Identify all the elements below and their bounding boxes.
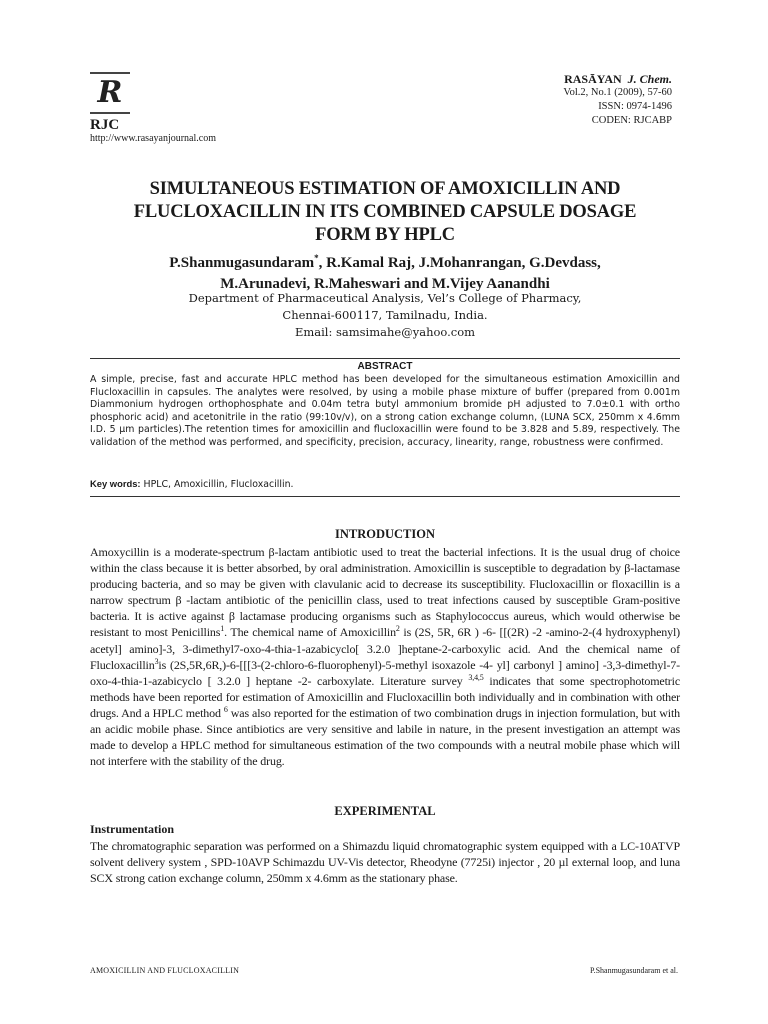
corresponding-author: P.Shanmugasundaram: [169, 255, 315, 271]
journal-logo: [90, 70, 130, 120]
title-line: SIMULTANEOUS ESTIMATION OF AMOXICILLIN AND: [149, 179, 621, 199]
keywords-value: HPLC, Amoxicillin, Flucloxacillin.: [140, 479, 294, 490]
citation: 1: [220, 624, 225, 634]
journal-coden: CODEN: RJCABP: [591, 115, 672, 126]
divider: [90, 496, 680, 497]
journal-issn: ISSN: 0974-1496: [598, 101, 672, 112]
journal-name: RASĀYAN J. Chem.: [564, 72, 672, 86]
section-heading-introduction: INTRODUCTION: [334, 527, 435, 541]
citation: 3,4,5: [468, 672, 484, 682]
paper-title: [90, 178, 680, 247]
title-line: FLUCLOXACILLIN IN ITS COMBINED CAPSULE DOSAGE: [133, 202, 637, 222]
author-names: , R.Kamal Raj, J.Mohanrangan, G.Devdass,: [318, 255, 601, 271]
author-list: [90, 248, 680, 295]
citation: 2: [395, 624, 400, 634]
affiliation-line: Chennai-600117, Tamilnadu, India.: [282, 308, 488, 322]
affiliation: [90, 290, 680, 341]
journal-url[interactable]: http://www.rasayanjournal.com: [90, 133, 216, 144]
keywords: [90, 478, 680, 490]
section-heading-experimental: EXPERIMENTAL: [334, 804, 436, 818]
abstract-text: A simple, precise, fast and accurate HPLC method has been developed for the simultaneous estimation Amoxicillin and Flucloxacillin in capsules. The analytes were resolved, by using a mobile phase mixture of buffer (prepared from 0.001m Diammonium hydrogen orthophosphate and 0.04m tetra butyl ammonium bromide pH adjusted to 7.0±0.1 with ortho phosphoric acid) and acetonitrile in the ratio (99:10v/v), on a strong cation exchange column, (LUNA SCX, 250mm x 4.6mm I.D. 5 µm particles).The retention times for amoxicillin and flucloxacillin were found to be 3.828 and 5.89, respectively. The validation of the method was performed, and specificity, precision, accuracy, linearity, range, robustness were confirmed.: [90, 374, 680, 448]
subsection-heading-instrumentation: Instrumentation: [90, 822, 175, 836]
keywords-label: Key words:: [90, 478, 141, 489]
author-names: M.Arunadevi, R.Maheswari and M.Vijey Aanandhi: [220, 276, 550, 292]
affiliation-line: Department of Pharmaceutical Analysis, Vel’s College of Pharmacy,: [188, 291, 582, 305]
title-line: FORM BY HPLC: [315, 225, 455, 245]
running-footer-title: AMOXICILLIN AND FLUCLOXACILLIN: [90, 966, 240, 975]
corresponding-mark: *: [314, 253, 319, 263]
abstract-heading: ABSTRACT: [357, 361, 413, 372]
journal-volume: Vol.2, No.1 (2009), 57-60: [563, 87, 672, 98]
introduction-body: Amoxycillin is a moderate-spectrum β-lactam antibiotic used to treat the bacterial infections. It is the usual drug of choice within the class because it is better absorbed, by oral administration. Amoxicillin is susceptible to degradation by β-lactamase producing bacteria, and so may be given with clavulanic acid to decrease its susceptibility. Flucloxacillin or floxacillin is a narrow spectrum β -lactam antibiotic of the penicillin class, used to treat infections caused by susceptible Gram-positive bacteria. It is active against β lactamase producing organisms such as Staphylococcus aureus, which would otherwise be resistant to most Penicillins$^1$. The chemical name of Amoxicillin$^2$ is (2S, 5R, 6R ) -6- [[(2R) -2 -amino-2-(4 hydroxyphenyl) acetyl] amino]-3, 3-dimethyl7-oxo-4-thia-1-azabicyclo[ 3.2.0 ]heptane-2-carboxylic acid. And the chemical name of Flucloxacillin$^3$is (2S,5R,6R,)-6-[[[3-(2-chloro-6-fluorophenyl)-5-methyl isoxazole -4- yl] carbonyl ] amino] -3,3-dimethyl-7-oxo-4-thia-1-azabicyclo [ 3.2.0 ] heptane -2- carboxylate. Literature survey $^{3,4,5}$ indicates that some spectrophotometric methods have been reported for estimation of Amoxicillin and Flucloxacillin both individually and in combination with other drugs. And a HPLC method $^6$ was also reported for the estimation of two combination drugs in injection formulation, but with an acidic mobile phase. Since antibiotics are very sensitive and labile in nature, in the present investigation an attempt was made to develop a HPLC method for simultaneous estimation of the two compounds with a neutral mobile phase which will not interfere with the stability of the drug.: [90, 545, 680, 769]
divider: [90, 358, 680, 359]
running-footer-author: P.Shanmugasundaram et al.: [590, 966, 678, 975]
citation: 3: [154, 656, 159, 666]
journal-abbrev: RJC: [90, 117, 120, 133]
experimental-body: The chromatographic separation was performed on a Shimazdu liquid chromatographic system equipped with a LC-10ATVP solvent delivery system , SPD-10AVP Schimazdu UV-Vis detector, Rheodyne (7725i) injector , 20 µl external loop, and luna SCX strong cation exchange column, 250mm x 4.6mm as the stationary phase.: [90, 839, 680, 886]
logo-glyph: R: [90, 72, 130, 114]
citation: 6: [223, 704, 228, 714]
contact-email[interactable]: Email: samsimahe@yahoo.com: [294, 325, 476, 339]
journal-info: [452, 72, 672, 128]
